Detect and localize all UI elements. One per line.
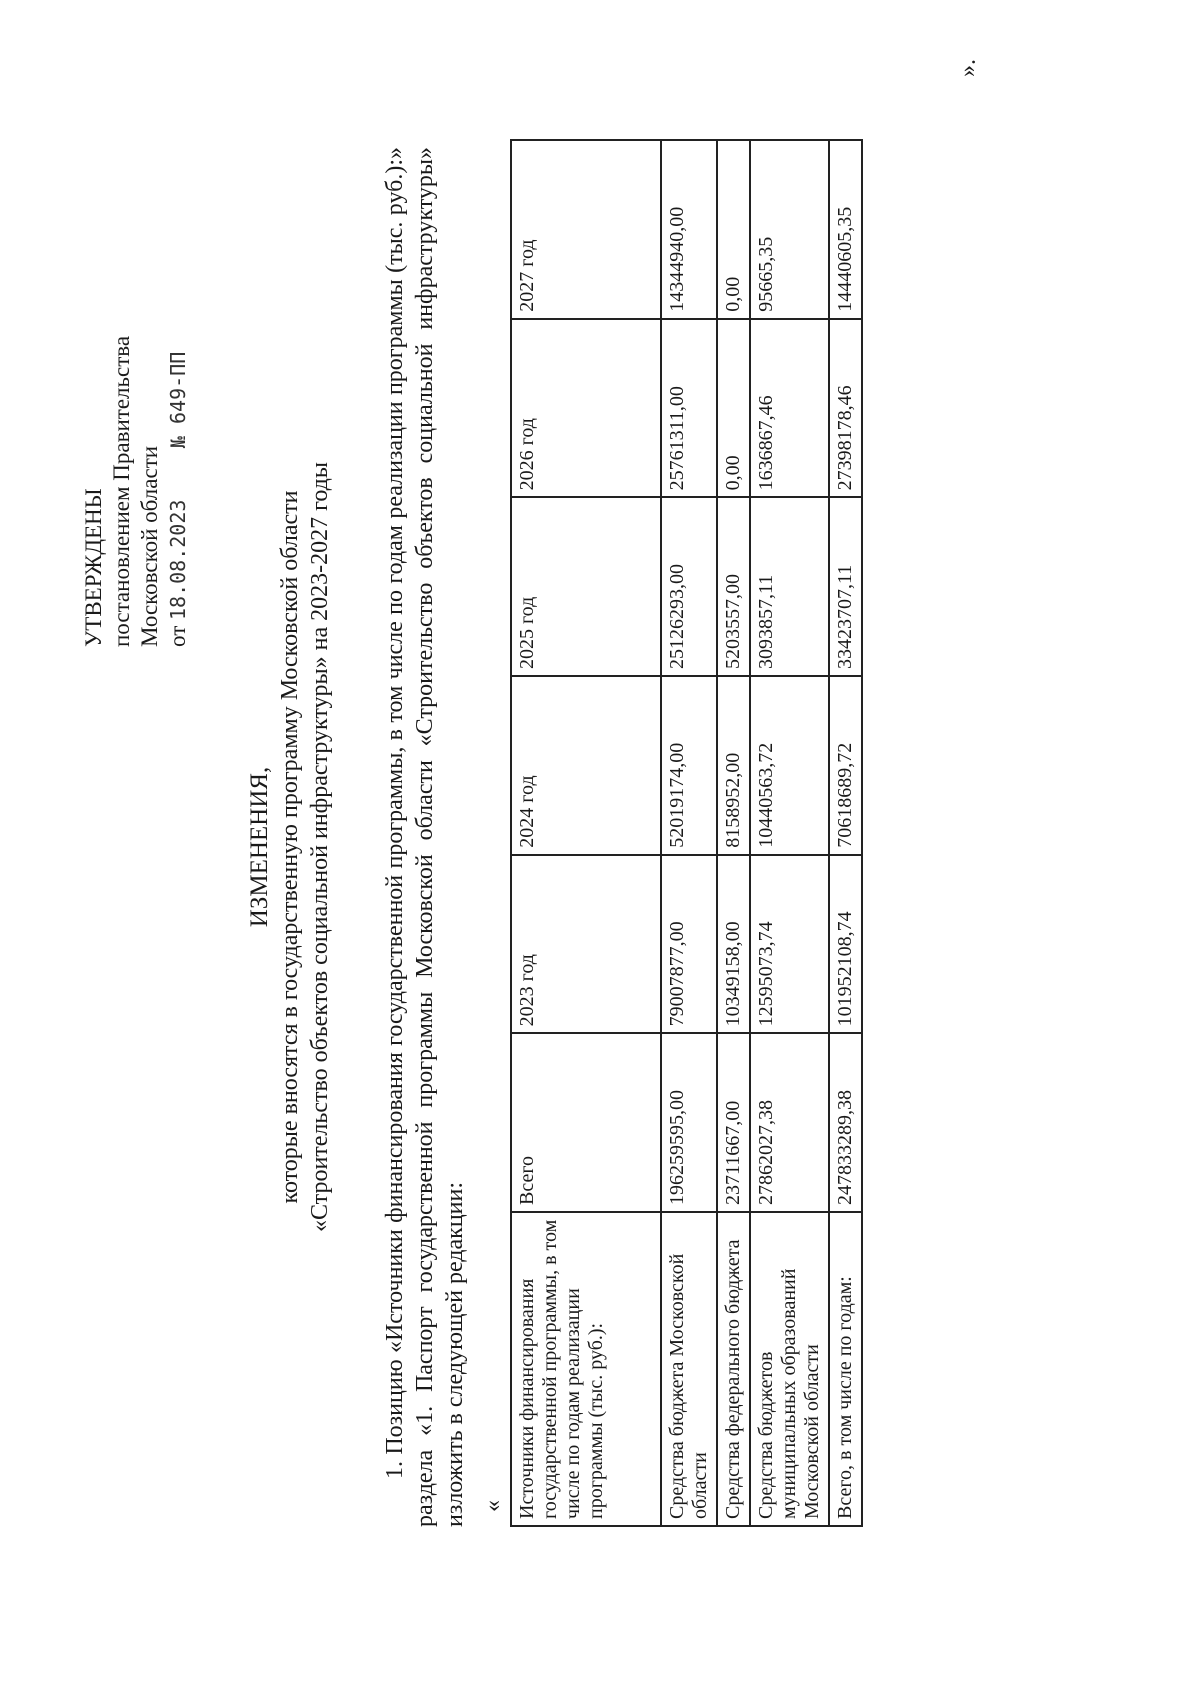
approval-number: № 649-ПП [166,351,190,449]
title-line-3: «Строительство объектов социальной инфраструктуры» на 2023-2027 годы [307,461,333,1233]
cell-2024: 8158952,00 [717,676,750,855]
approval-line-2: Московской области [137,445,162,647]
row-label: Средства бюджетов муниципальных образований Московской области [750,1212,829,1526]
table-row-total [829,140,862,1526]
cell-2023: 12595073,74 [750,855,829,1034]
cell-total: 247833289,38 [829,1033,862,1212]
header-cell-2023: 2023 год [511,855,661,1034]
cell-total: 27862027,38 [750,1033,829,1212]
row-label: Средства бюджета Московской области [661,1212,717,1526]
title-line-1: ИЗМЕНЕНИЯ, [246,766,273,928]
header-cell-2024: 2024 год [511,676,661,855]
cell-2026: 0,00 [717,319,750,498]
cell-2024: 70618689,72 [829,676,862,855]
cell-2024: 52019174,00 [661,676,717,855]
cell-2027: 95665,35 [750,140,829,319]
header-cell-sources: Источники финансирования государственной программы, в том числе по годам реализации программы (тыс. руб.): [511,1212,661,1526]
cell-2026: 1636867,46 [750,319,829,498]
intro-text: 1. Позицию «Источники финансирования государственной программы, в том числе по годам реализации программы (тыс. руб.):» раздела «1. Паспорт государственной программы Московской области «Строительство объектов социальной инфраструктуры» изложить в следующей редакции: [382,147,468,1527]
approval-date-prefix: от [165,625,190,647]
header-cell-2027: 2027 год [511,140,661,319]
open-quote: « [480,1500,506,1512]
cell-2027: 14440605,35 [829,140,862,319]
intro-paragraph [380,147,470,1527]
cell-2024: 10440563,72 [750,676,829,855]
cell-total: 23711667,00 [717,1033,750,1212]
table-row [717,140,750,1526]
cell-2025: 3093857,11 [750,497,829,676]
title-line-2: которые вносятся в государственную программу Московской области [277,490,303,1204]
approval-line-1: постановлением Правительства [109,335,134,647]
cell-2023: 101952108,74 [829,855,862,1034]
approval-date: 18.08.2023 [166,499,190,620]
financing-table [510,139,863,1527]
cell-2023: 10349158,00 [717,855,750,1034]
approval-date-line [164,336,192,647]
header-cell-2026: 2026 год [511,319,661,498]
document-title [245,187,335,1507]
row-label: Средства федерального бюджета [717,1212,750,1526]
cell-total: 196259595,00 [661,1033,717,1212]
cell-2025: 25126293,00 [661,497,717,676]
header-cell-2025: 2025 год [511,497,661,676]
close-quote: ». [955,59,981,77]
cell-2026: 27398178,46 [829,319,862,498]
cell-2023: 79007877,00 [661,855,717,1034]
cell-2025: 33423707,11 [829,497,862,676]
cell-2027: 0,00 [717,140,750,319]
table-header-row [511,140,661,1526]
table-row [750,140,829,1526]
table-row [661,140,717,1526]
cell-2025: 5203557,00 [717,497,750,676]
cell-2027: 14344940,00 [661,140,717,319]
approval-stamp [80,336,192,647]
row-label: Всего, в том числе по годам: [829,1212,862,1526]
approval-heading: УТВЕРЖДЕНЫ [81,488,106,647]
header-cell-total: Всего [511,1033,661,1212]
cell-2026: 25761311,00 [661,319,717,498]
